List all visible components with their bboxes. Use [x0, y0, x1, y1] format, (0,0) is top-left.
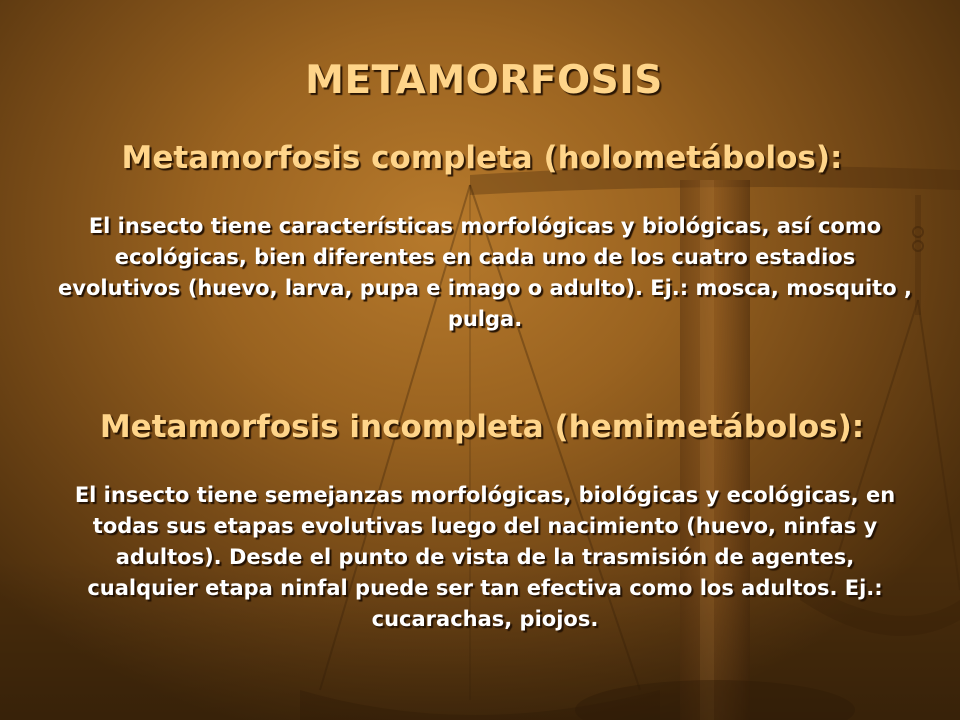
section-body-incomplete: El insecto tiene semejanzas morfológicas, biológicas y ecológicas, en todas sus etapas evolutivas luego del nacimiento (huevo, ninfas y adultos). Desde el punto de vista de la trasmisión de agentes, cualquier etapa ninfal puede ser tan efectiva como los adultos. Ej.: cucarachas, piojos. [74, 483, 896, 631]
section-heading-incomplete: Metamorfosis incompleta (hemimetábolos): [99, 409, 865, 445]
section-heading-complete: Metamorfosis completa (holometábolos): [121, 140, 843, 176]
section-body-complete: El insecto tiene características morfológicas y biológicas, así como ecológicas, bien diferentes en cada uno de los cuatro estadios evolutivos (huevo, larva, pupa e imago o adulto). Ej.: mosca, mosquito , pulga. [58, 214, 912, 331]
slide-title: METAMORFOSIS [305, 58, 663, 103]
